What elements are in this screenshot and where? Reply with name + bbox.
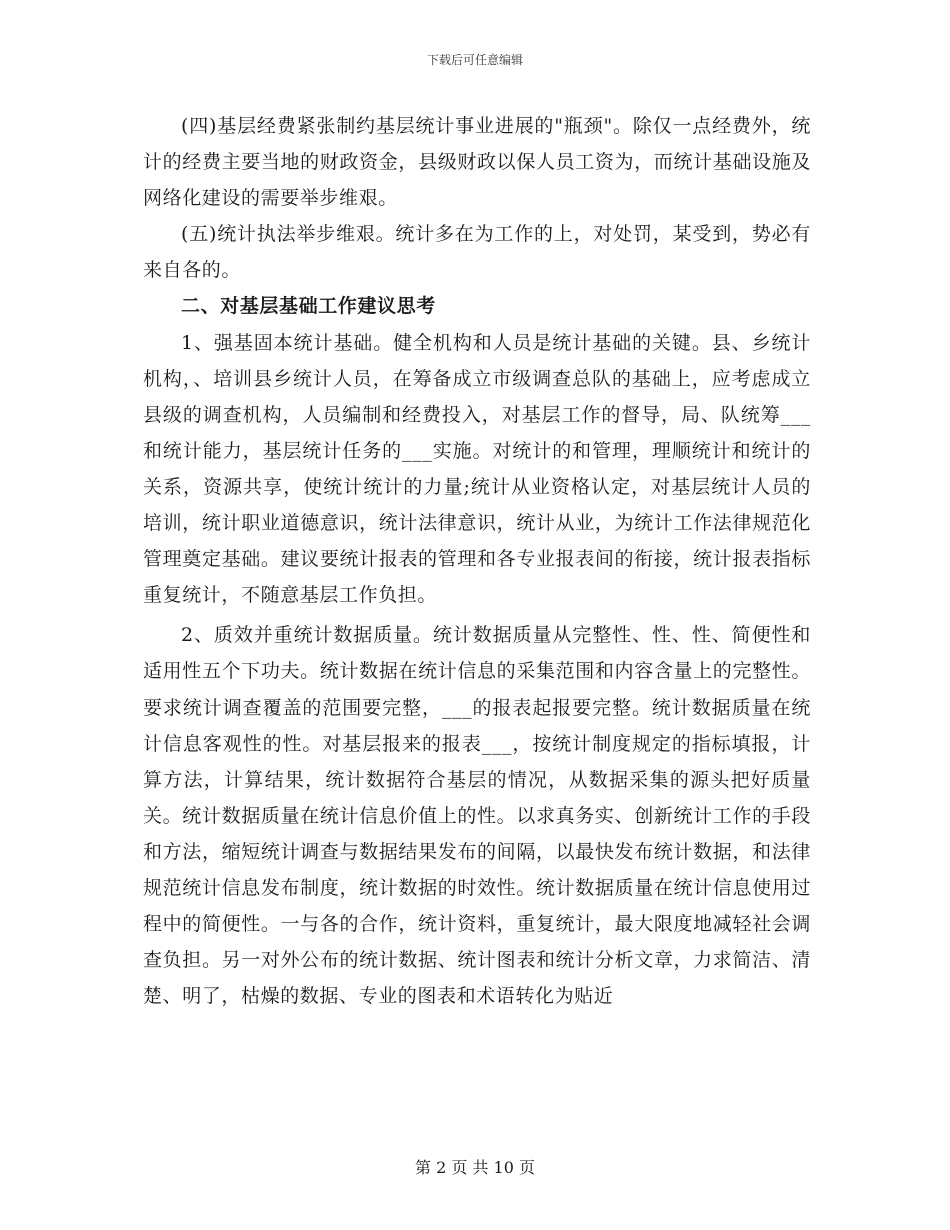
paragraph-4: (四)基层经费紧张制约基层统计事业进展的"瓶颈"。除仅一点经费外，统计的经费主要当地的财政资金，县级财政以保人员工资为，而统计基础设施及网络化建设的需要举步维艰。 [143,115,811,210]
paragraph-5: (五)统计执法举步维艰。统计多在为工作的上，对处罚，某受到，势必有来自各的。 [143,223,811,282]
section-heading: 二、对基层基础工作建议思考 [181,295,436,318]
paragraph-item-2: 2、质效并重统计数据质量。统计数据质量从完整性、性、性、简便性和适用性五个下功夫。统计数据在统计信息的采集范围和内容含量上的完整性。要求统计调查覆盖的范围要完整，___的报表起报要完整。统计数据质量在统计信息客观性的性。对基层报来的报表___，按统计制度规定的指标填报，计算方法，计算结果，统计数据符合基层的情况，从数据采集的源头把好质量关。统计数据质量在统计信息价值上的性。以求真务实、创新统计工作的手段和方法，缩短统计调查与数据结果发布的间隔，以最快发布统计数据，和法律规范统计信息发布制度，统计数据的时效性。统计数据质量在统计信息使用过程中的简便性。一与各的合作，统计资料，重复统计，最大限度地减轻社会调查负担。另一对外公布的统计数据、统计图表和统计分析文章，力求简洁、清楚、明了，枯燥的数据、专业的图表和术语转化为贴近 [143,624,811,1008]
page-header: 下载后可任意编辑 [426,53,523,67]
paragraph-item-1: 1、强基固本统计基础。健全机构和人员是统计基础的关键。县、乡统计机构，、培训县乡统计人员，在筹备成立市级调查总队的基础上，应考虑成立县级的调查机构，人员编制和经费投入，对基层工作的督导，局、队统筹___和统计能力，基层统计任务的___实施。对统计的和管理，理顺统计和统计的关系，资源共享，使统计统计的力量;统计从业资格认定，对基层统计人员的培训，统计职业道德意识，统计法律意识，统计从业，为统计工作法律规范化管理奠定基础。建议要统计报表的管理和各专业报表间的衔接，统计报表指标重复统计，不随意基层工作负担。 [143,331,811,607]
page-footer: 第 2 页 共 10 页 [415,1158,535,1177]
document-body [143,108,811,1014]
